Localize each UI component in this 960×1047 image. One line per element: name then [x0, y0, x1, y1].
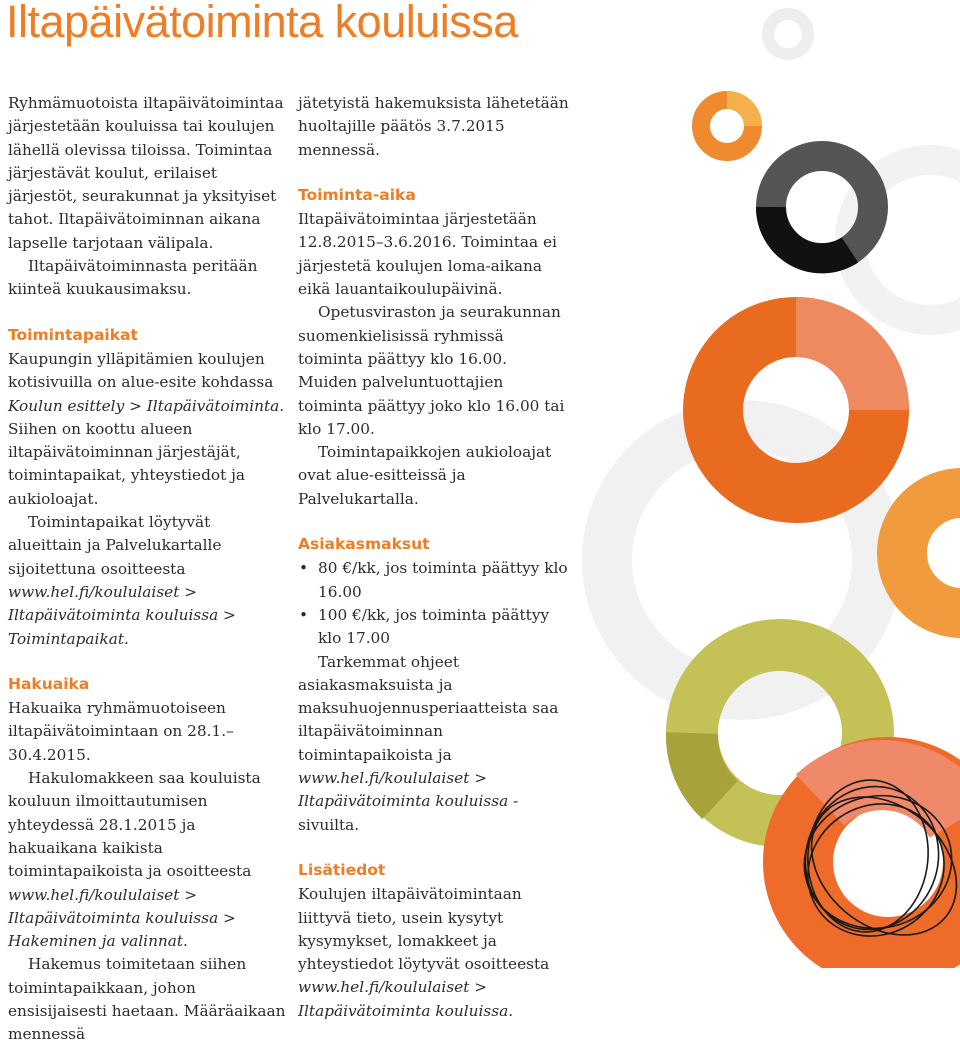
- koulun-esittely-path: Koulun esittely > Iltapäivätoiminta: [8, 396, 280, 415]
- fee-list: [298, 557, 570, 650]
- hakeminen-link[interactable]: www.hel.fi/koululaiset > Iltapäivätoiminta kouluissa > Hakeminen ja valinnat: [8, 885, 236, 951]
- decorative-rings: [560, 0, 960, 968]
- hakuaika-paragraph-1: Hakuaika ryhmämuotoiseen iltapäivätoimintaan on 28.1.–30.4.2015.: [8, 699, 234, 764]
- ring-orange-right: [902, 493, 960, 613]
- heading-asiakasmaksut: Asiakasmaksut: [298, 535, 430, 554]
- intro-fee-paragraph: Iltapäivätoiminnasta peritään kiinteä kuukausimaksu.: [8, 257, 258, 299]
- left-column: [8, 92, 288, 1047]
- ring-olive-dark: [692, 733, 720, 800]
- toiminta-aika-paragraph-1: Iltapäivätoimintaa järjestetään 12.8.2015–3.6.2016. Toimintaa ei järjestetä koulujen loma-aikana eikä lauantaikoulupäivinä.: [298, 210, 557, 299]
- intro-paragraph: Ryhmämuotoista iltapäivätoimintaa järjestetään kouluissa tai koulujen lähellä olevissa tiloissa. Toimintaa järjestävät koulut, erilaiset järjestöt, seurakunnat ja yksityiset tahot. Iltapäivätoiminnan aikana lapselle tarjotaan välipala.: [8, 94, 284, 252]
- heading-toimintapaikat: Toimintapaikat: [8, 325, 138, 344]
- asiakasmaksut-paragraph: Tarkemmat ohjeet asiakasmaksuista ja maksuhuojennusperiaatteista saa iltapäivätoiminnan toimintapaikoista ja www.hel.fi/koululaiset > Iltapäivätoiminta kouluissa -sivuilta.: [298, 652, 559, 834]
- lisatiedot-link[interactable]: www.hel.fi/koululaiset > Iltapäivätoiminta kouluissa: [298, 978, 509, 1020]
- fee-item: • 80 €/kk, jos toiminta päättyy klo 16.00: [298, 557, 570, 604]
- ring-orange-small-highlight: [727, 100, 753, 126]
- ring-coral-highlight: [820, 775, 960, 820]
- fee-item: • 100 €/kk, jos toiminta päättyy klo 17.00: [298, 604, 570, 651]
- ring-grey-small: [768, 14, 808, 54]
- hakuaika-paragraph-2: Hakulomakkeen saa kouluista kouluun ilmoittautumisen yhteydessä 28.1.2015 ja hakuaikana kaikista toimintapaikoista ja osoitteesta www.hel.fi/koululaiset > Iltapäivätoiminta kouluissa > Hakeminen ja valinnat.: [8, 769, 261, 951]
- toimintapaikat-paragraph-1: Kaupungin ylläpitämien koulujen kotisivuilla on alue-esite kohdassa Koulun esittely > Iltapäivätoiminta. Siihen on koottu alueen iltapäivätoiminnan järjestäjät, toimintapaikat, yhteystiedot ja aukioloajat.: [8, 349, 285, 508]
- toiminta-aika-paragraph-3: Toimintapaikkojen aukioloajat ovat alue-esitteissä ja Palvelukartalla.: [298, 443, 552, 508]
- asiakasmaksut-link[interactable]: www.hel.fi/koululaiset > Iltapäivätoiminta kouluissa: [298, 769, 509, 811]
- toimintapaikat-link[interactable]: www.hel.fi/koululaiset > Iltapäivätoiminta kouluissa > Toimintapaikat: [8, 582, 236, 648]
- lisatiedot-paragraph: Koulujen iltapäivätoimintaan liittyvä tieto, usein kysytyt kysymykset, lomakkeet ja yhteystiedot löytyvät osoitteesta www.hel.fi/koululaiset > Iltapäivätoiminta kouluissa.: [298, 885, 550, 1020]
- page-title: Iltapäivätoiminta kouluissa: [6, 0, 518, 47]
- ring-orange-large-highlight: [796, 327, 879, 410]
- hakuaika-paragraph-3: Hakemus toimitetaan siihen toimintapaikkaan, johon ensisijaisesti haetaan. Määräaikaan mennessä: [8, 955, 286, 1044]
- heading-lisatiedot: Lisätiedot: [298, 860, 386, 879]
- continuation-paragraph: jätetyistä hakemuksista lähetetään huoltajille päätös 3.7.2015 mennessä.: [298, 94, 569, 159]
- toiminta-aika-paragraph-2: Opetusviraston ja seurakunnan suomenkielisissä ryhmissä toiminta päättyy klo 16.00. Muiden palveluntuottajien toiminta päättyy joko klo 16.00 tai klo 17.00.: [298, 303, 565, 438]
- heading-toiminta-aika: Toiminta-aika: [298, 185, 416, 204]
- toimintapaikat-paragraph-2: Toimintapaikat löytyvät alueittain ja Palvelukartalle sijoitettuna osoitteesta www.hel.fi/koululaiset > Iltapäivätoiminta kouluissa > Toimintapaikat.: [8, 513, 236, 648]
- heading-hakuaika: Hakuaika: [8, 674, 90, 693]
- middle-column: [298, 92, 570, 1023]
